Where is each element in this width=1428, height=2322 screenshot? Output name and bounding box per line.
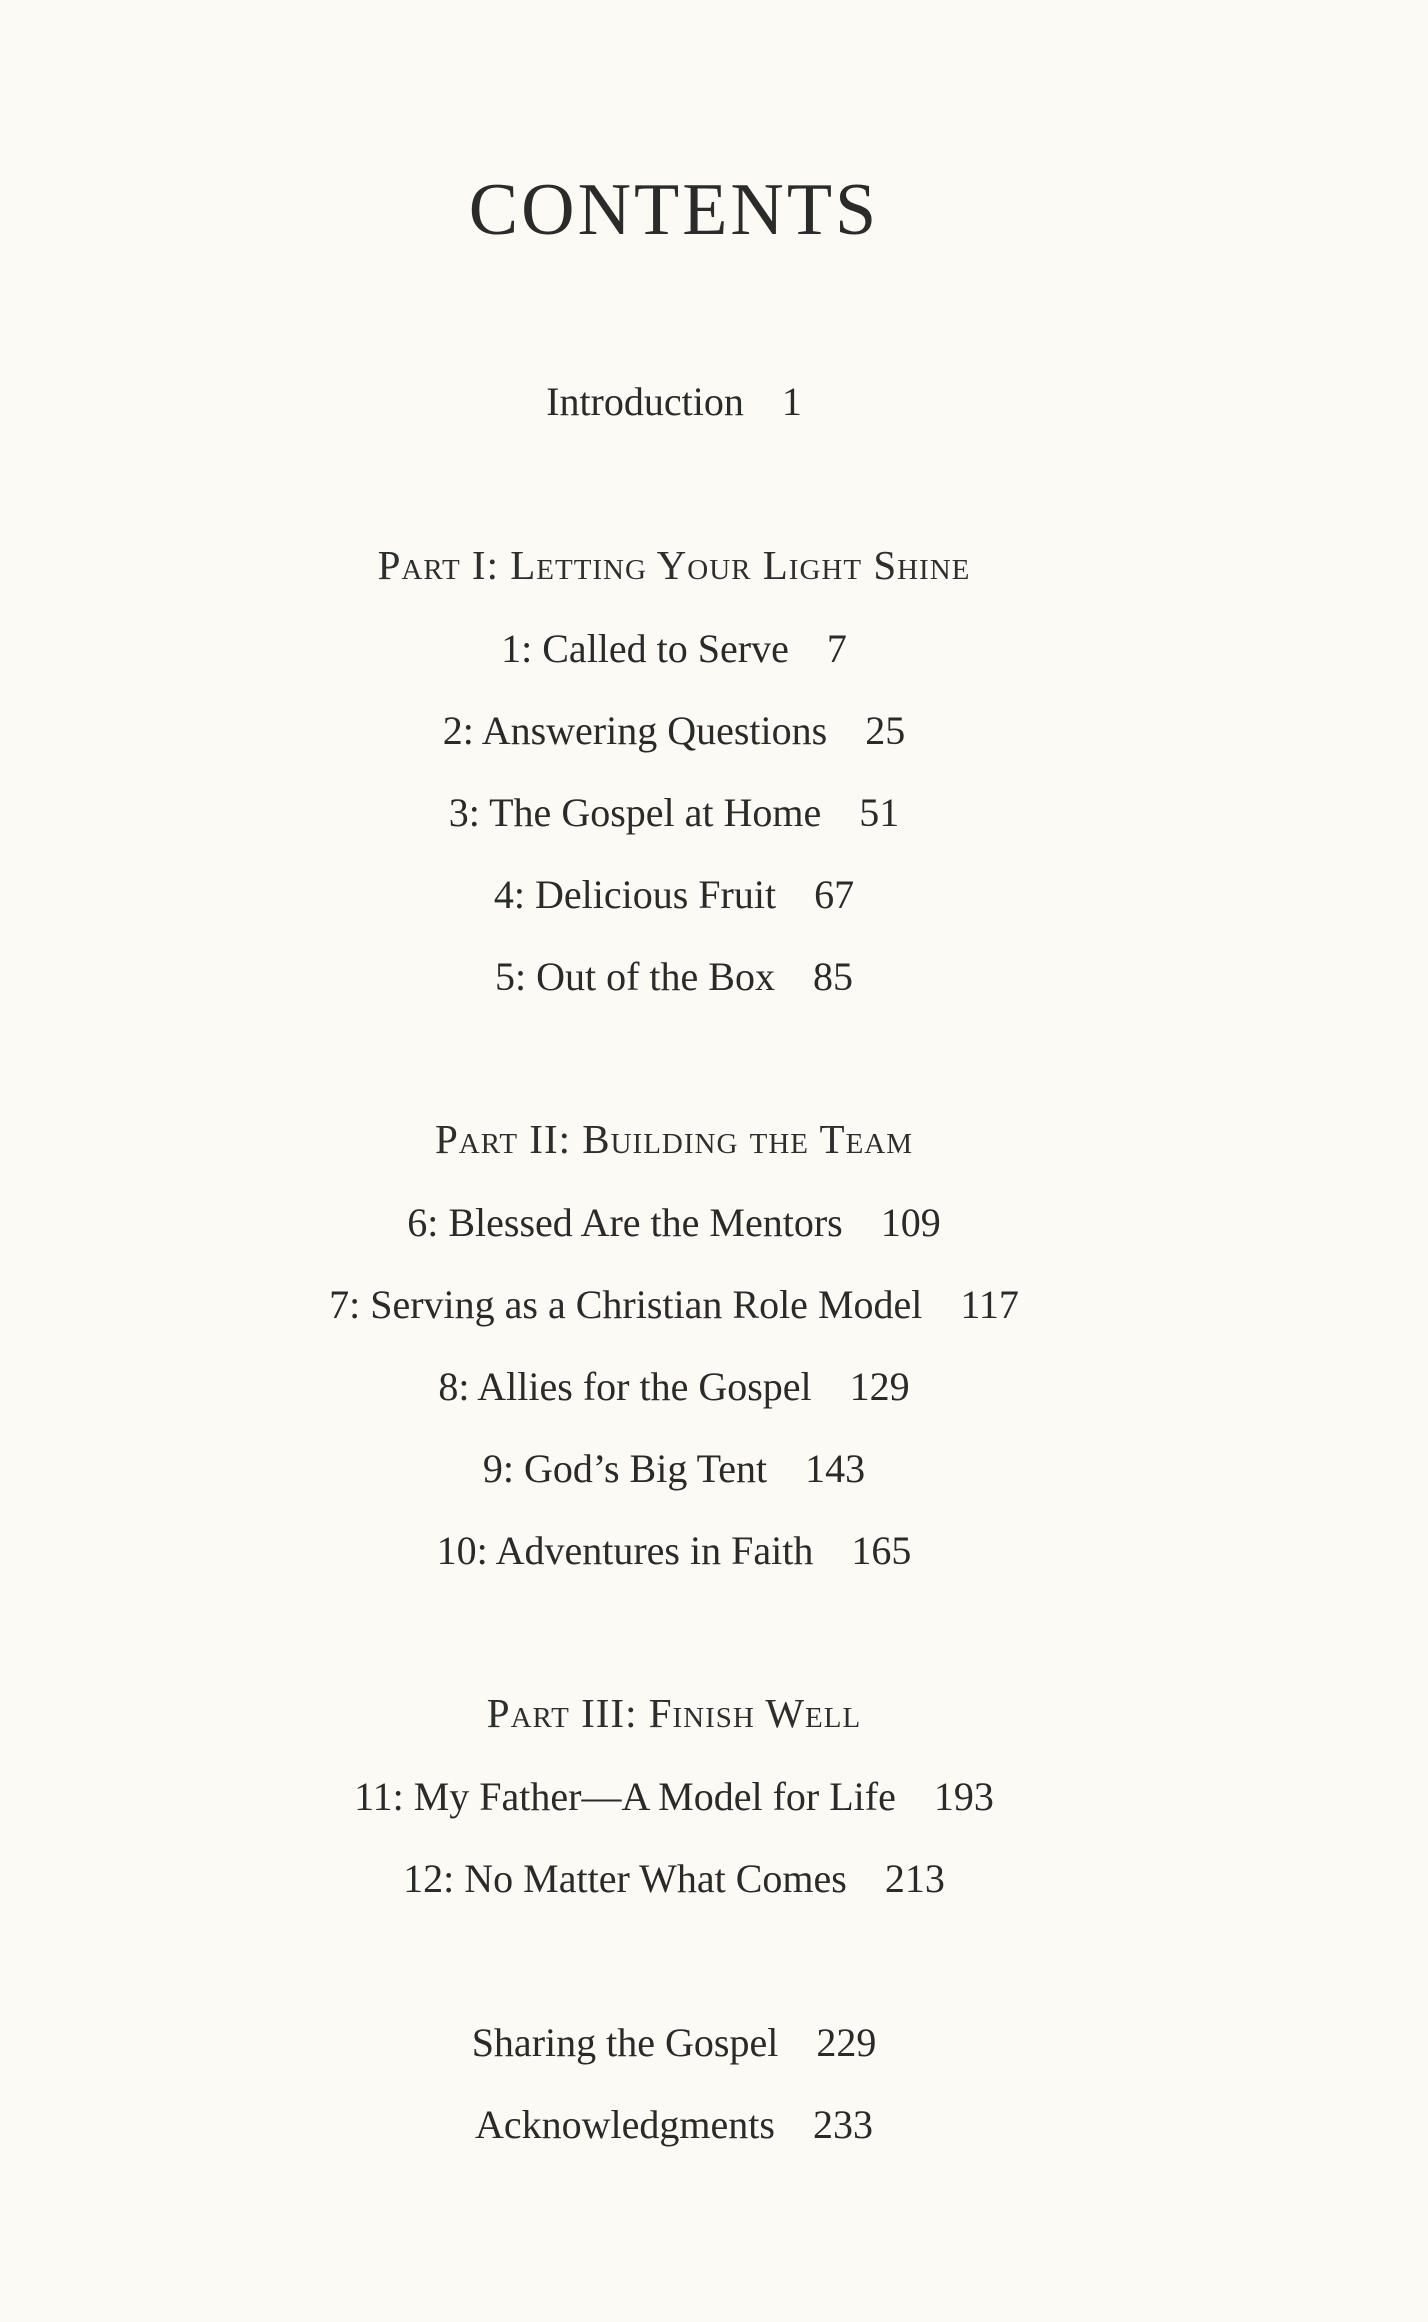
toc-entry-chapter-10[interactable] [0,1527,1348,1575]
toc-entry-page: 109 [880,1200,941,1245]
toc-entry-page: 85 [812,954,853,999]
toc-entry-label: Introduction [546,379,744,424]
toc-entry-page: 233 [812,2102,873,2147]
toc-entry-label: 8: Allies for the Gospel [438,1364,812,1409]
toc-entry-chapter-8[interactable] [0,1363,1348,1411]
toc-entry-chapter-2[interactable] [0,707,1348,755]
toc-entry-label: 1: Called to Serve [501,626,789,671]
toc-entry-chapter-3[interactable] [0,789,1348,837]
page-title: CONTENTS [468,169,880,251]
toc-entry-label: 5: Out of the Box [495,954,775,999]
toc-entry-label: 7: Serving as a Christian Role Model [329,1282,923,1327]
toc-entry-label: 3: The Gospel at Home [448,790,822,835]
toc-entry-page: 67 [814,872,855,917]
toc-entry-page: 165 [851,1528,912,1573]
toc-entry-chapter-9[interactable] [0,1445,1348,1493]
toc-entry-label: Acknowledgments [475,2102,775,2147]
toc-entry-page: 129 [849,1364,910,1409]
toc-entry-page: 213 [884,1856,945,1901]
part-heading-2: Part II: Building the Team [434,1116,914,1162]
part-heading-1: Part I: Letting Your Light Shine [377,542,971,588]
toc-entry-page: 1 [781,379,802,424]
toc-entry-chapter-4[interactable] [0,871,1348,919]
toc-entry-chapter-12[interactable] [0,1855,1348,1903]
toc-entry-chapter-7[interactable] [0,1281,1348,1329]
toc-entry-introduction[interactable] [0,378,1348,426]
toc-entry-label: 2: Answering Questions [442,708,828,753]
toc-entry-chapter-11[interactable] [0,1773,1348,1821]
toc-entry-sharing-the-gospel[interactable] [0,2019,1348,2067]
toc-entry-label: 9: God’s Big Tent [482,1446,768,1491]
toc-entry-label: 12: No Matter What Comes [403,1856,847,1901]
toc-entry-label: 6: Blessed Are the Mentors [407,1200,843,1245]
toc-entry-page: 51 [859,790,900,835]
toc-entry-page: 7 [826,626,847,671]
toc-entry-page: 143 [805,1446,866,1491]
toc-entry-label: 4: Delicious Fruit [493,872,777,917]
toc-entry-label: Sharing the Gospel [471,2020,779,2065]
toc-entry-page: 229 [816,2020,877,2065]
toc-entry-acknowledgments[interactable] [0,2101,1348,2149]
toc-entry-label: 10: Adventures in Faith [436,1528,814,1573]
toc-entry-label: 11: My Father—A Model for Life [354,1774,896,1819]
toc-entry-page: 25 [865,708,906,753]
part-heading-3: Part III: Finish Well [486,1690,862,1736]
toc-entry-chapter-1[interactable] [0,625,1348,673]
toc-entry-page: 193 [933,1774,994,1819]
toc-entry-chapter-6[interactable] [0,1199,1348,1247]
toc-entry-chapter-5[interactable] [0,953,1348,1001]
toc-entry-page: 117 [960,1282,1019,1327]
